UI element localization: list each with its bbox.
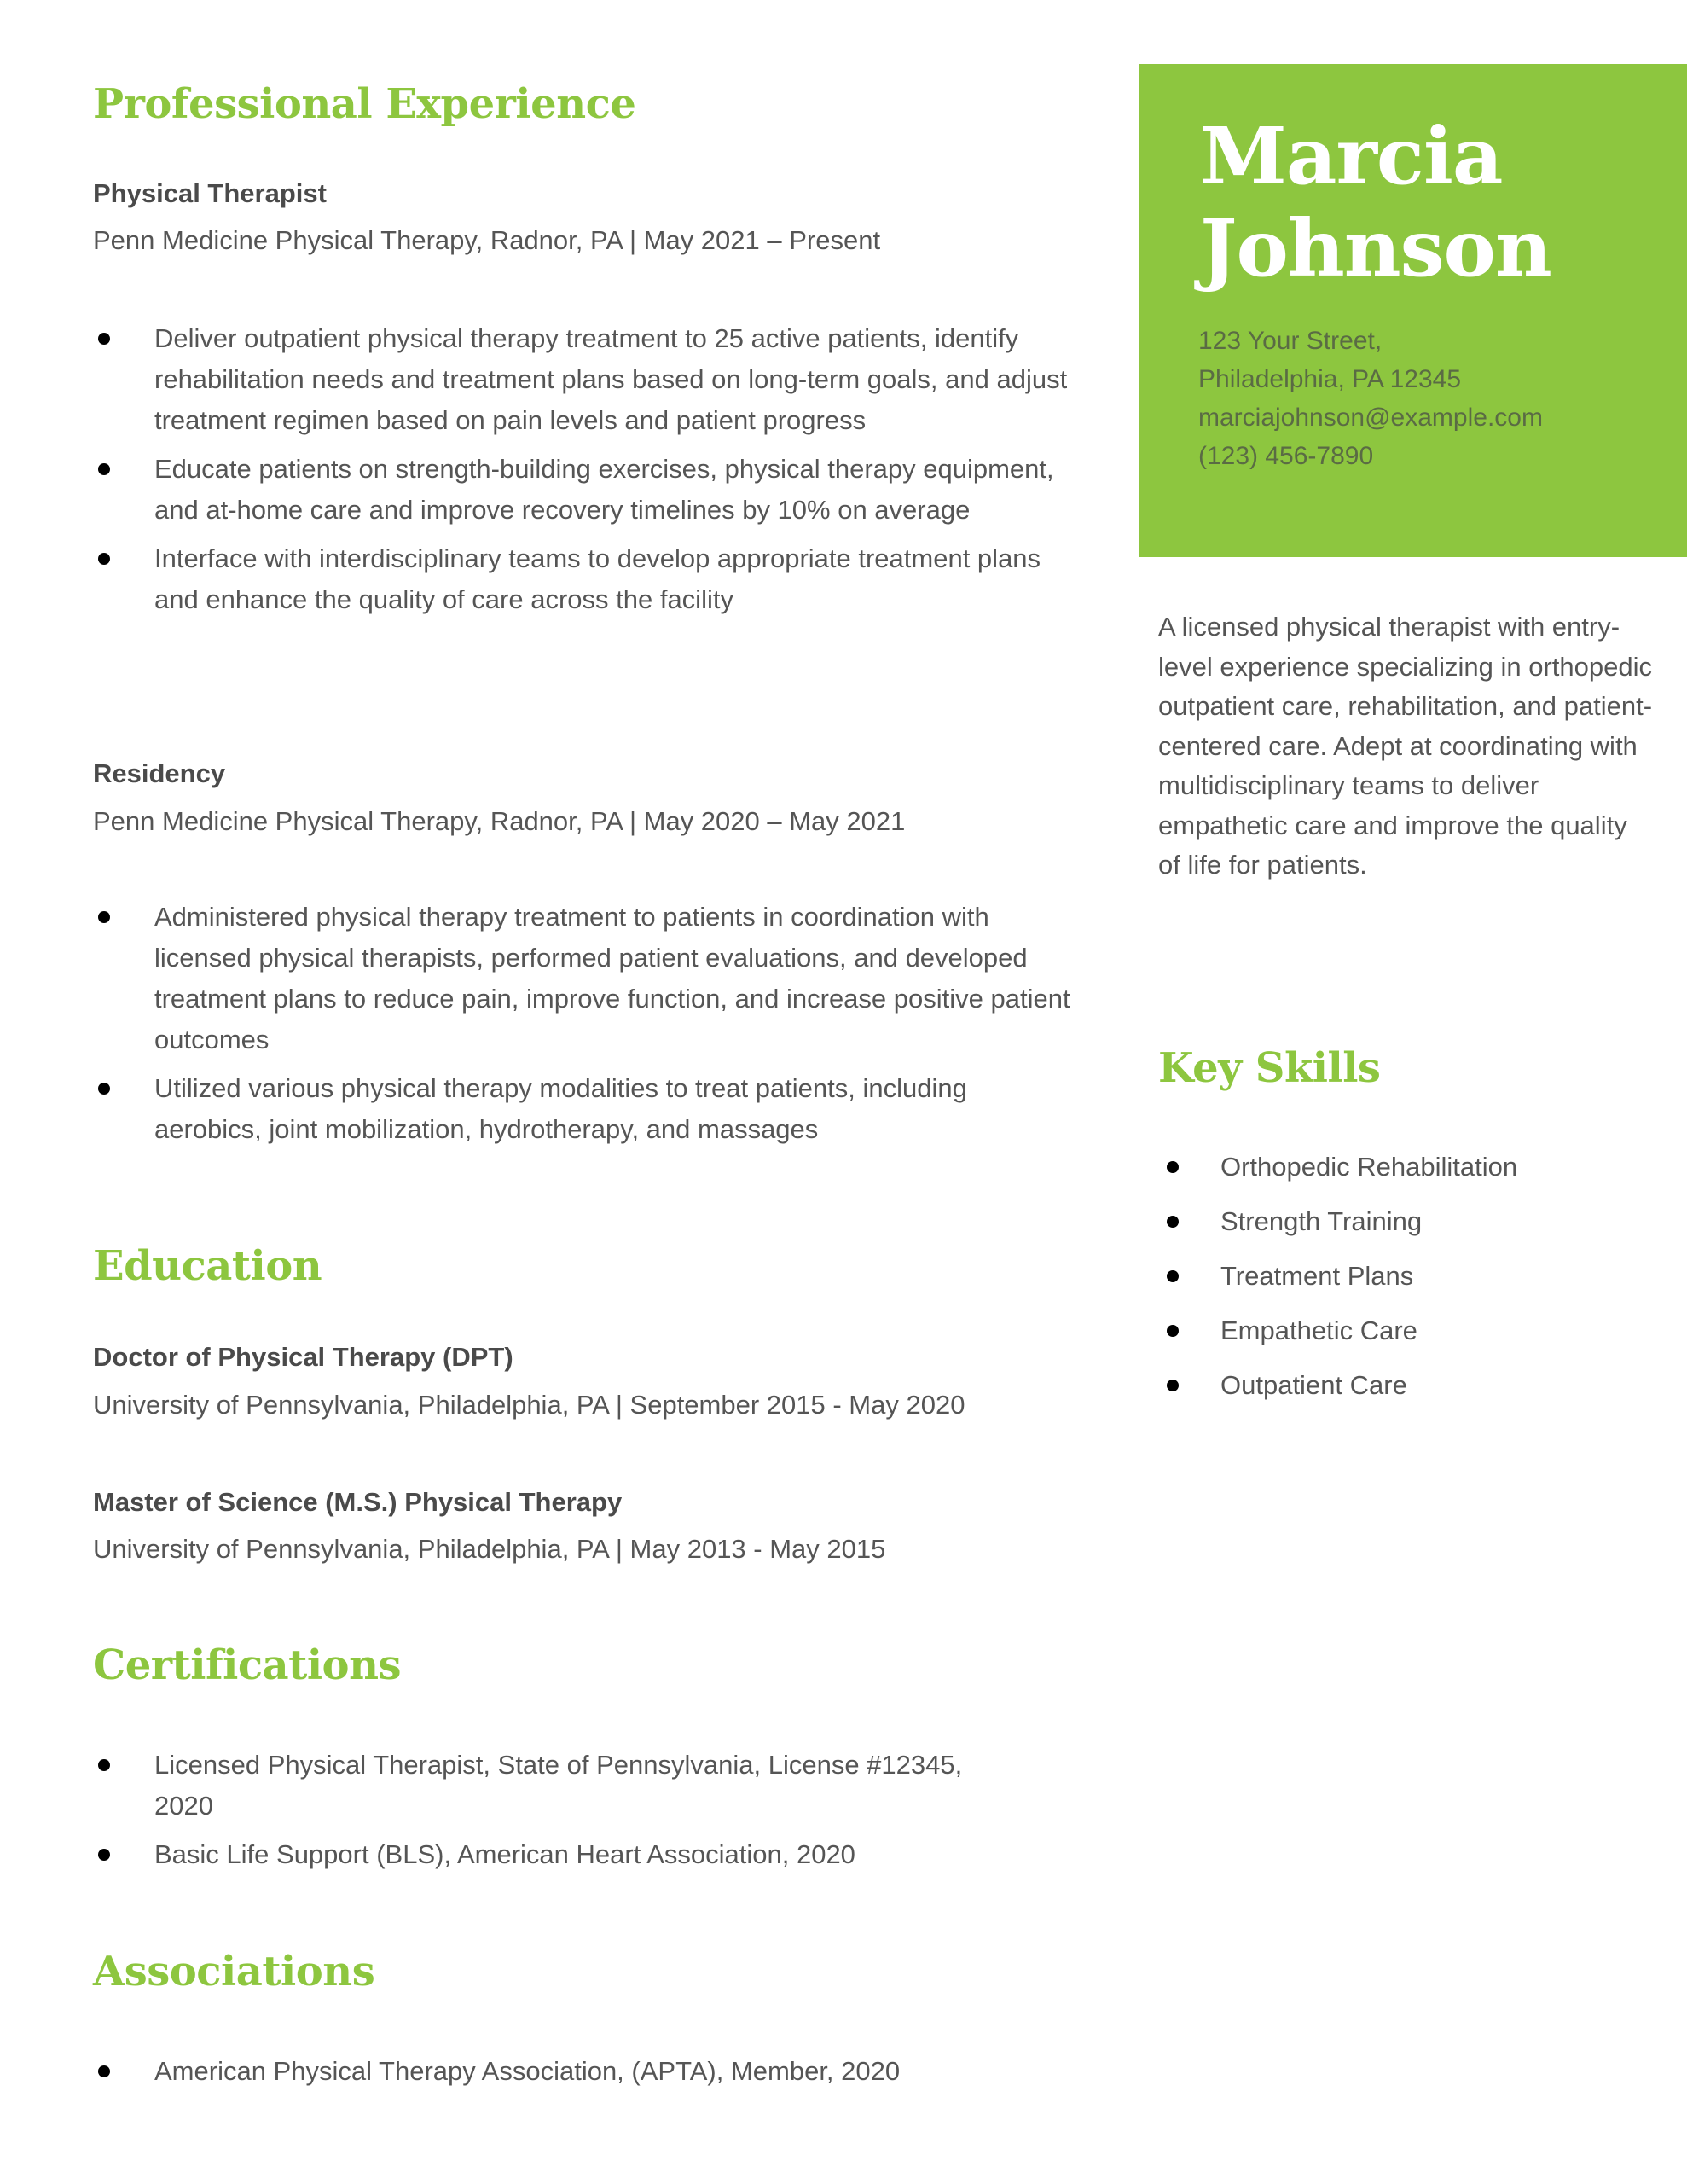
skills-heading: Key Skills (1158, 1044, 1381, 1092)
certifications-heading: Certifications (93, 1641, 401, 1689)
skill-label: Orthopedic Rehabilitation (1220, 1152, 1518, 1182)
skill-label: Empathetic Care (1220, 1316, 1417, 1345)
associations-list (93, 2051, 1074, 2100)
skill-label: Outpatient Care (1220, 1370, 1407, 1400)
skill-item (1158, 1256, 1517, 1297)
degree-title: Doctor of Physical Therapy (DPT) (93, 1342, 513, 1372)
email: marciajohnson@example.com (1198, 404, 1543, 432)
bullet-icon (1167, 1216, 1179, 1228)
associations-heading: Associations (93, 1948, 375, 1995)
job-meta: Penn Medicine Physical Therapy, Radnor, PA | May 2020 – May 2021 (93, 806, 906, 836)
first-name: Marcia (1200, 110, 1503, 202)
education-heading: Education (93, 1242, 322, 1290)
bullet-text: Deliver outpatient physical therapy treatment to 25 active patients, identify rehabilitation needs and treatment plans based on long-term goals, and adjust treatment regimen based on pain levels and patient progress (154, 323, 1068, 435)
skill-item (1158, 1147, 1517, 1188)
certification-item (93, 1745, 963, 1827)
skill-item (1158, 1365, 1517, 1406)
bullet-item (93, 538, 1074, 620)
bullet-text: Administered physical therapy treatment to patients in coordination with licensed physical therapists, performed patient evaluations, and developed treatment plans to reduce pain, improve function, and increase positive patient outcomes (154, 902, 1070, 1054)
address-line-1: 123 Your Street, (1198, 327, 1383, 355)
job-title: Residency (93, 758, 226, 788)
summary: A licensed physical therapist with entry-level experience specializing in orthopedic outpatient care, rehabilitation, and patient-centered care. Adept at coordinating with multidisciplinary teams to deliver empathetic care and improve the quality of life for patients. (1158, 612, 1653, 880)
certifications-list (93, 1745, 963, 1883)
certification-text: Basic Life Support (BLS), American Heart Association, 2020 (154, 1839, 855, 1869)
bullet-icon (98, 911, 110, 923)
job-bullets (93, 318, 1074, 628)
association-item (93, 2051, 1074, 2092)
bullet-icon (98, 1849, 110, 1861)
degree-meta: University of Pennsylvania, Philadelphia, PA | September 2015 - May 2020 (93, 1390, 965, 1420)
bullet-icon (1167, 1161, 1179, 1173)
job-bullets (93, 897, 1074, 1158)
experience-heading: Professional Experience (93, 80, 636, 128)
bullet-text: Educate patients on strength-building exercises, physical therapy equipment, and at-home care and improve recovery timelines by 10% on average (154, 454, 1054, 525)
job-meta: Penn Medicine Physical Therapy, Radnor, PA | May 2021 – Present (93, 225, 881, 255)
bullet-item (93, 897, 1074, 1060)
bullet-icon (1167, 1380, 1179, 1391)
bullet-icon (98, 463, 110, 475)
bullet-icon (98, 1083, 110, 1095)
degree-meta: University of Pennsylvania, Philadelphia, PA | May 2013 - May 2015 (93, 1534, 886, 1564)
bullet-text: Utilized various physical therapy modalities to treat patients, including aerobics, joint mobilization, hydrotherapy, and massages (154, 1073, 967, 1144)
name-header-block (1139, 64, 1687, 557)
bullet-text: Interface with interdisciplinary teams to develop appropriate treatment plans and enhance the quality of care across the facility (154, 543, 1041, 614)
skill-item (1158, 1201, 1517, 1242)
certification-text: Licensed Physical Therapist, State of Pennsylvania, License #12345, 2020 (154, 1750, 963, 1821)
bullet-item (93, 318, 1074, 441)
bullet-icon (98, 553, 110, 565)
degree-title: Master of Science (M.S.) Physical Therapy (93, 1487, 623, 1517)
skills-list (1158, 1147, 1517, 1420)
bullet-icon (1167, 1270, 1179, 1282)
association-text: American Physical Therapy Association, (APTA), Member, 2020 (154, 2056, 901, 2086)
bullet-item (93, 1068, 1074, 1150)
contact-info (1198, 322, 1543, 475)
skill-item (1158, 1310, 1517, 1351)
bullet-icon (98, 2065, 110, 2077)
skill-label: Strength Training (1220, 1206, 1423, 1236)
job-title: Physical Therapist (93, 178, 327, 208)
bullet-icon (1167, 1325, 1179, 1337)
bullet-item (93, 449, 1074, 531)
phone: (123) 456-7890 (1198, 442, 1374, 470)
candidate-name (1200, 110, 1551, 294)
last-name: Johnson (1200, 202, 1551, 294)
address-line-2: Philadelphia, PA 12345 (1198, 365, 1462, 393)
bullet-icon (98, 333, 110, 345)
bullet-icon (98, 1759, 110, 1771)
skill-label: Treatment Plans (1220, 1261, 1414, 1291)
certification-item (93, 1834, 963, 1875)
